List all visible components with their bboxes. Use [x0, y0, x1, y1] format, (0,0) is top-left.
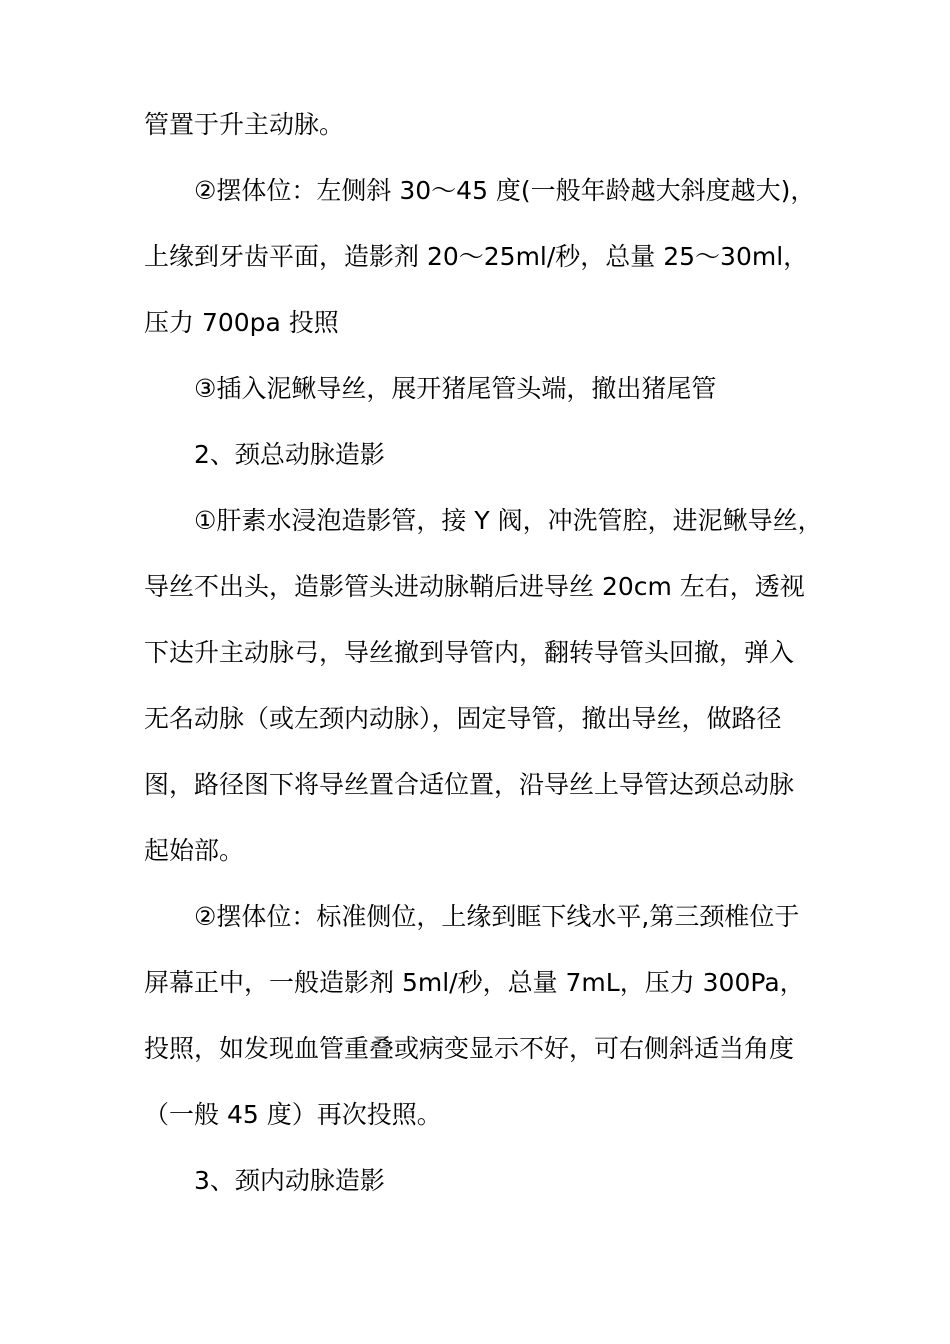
step-1-line-1: ①肝素水浸泡造影管，接 Y 阀，冲洗管腔，进泥鳅导丝，	[194, 506, 823, 535]
step-2-lateral-line-2: 屏幕正中，一般造影剂 5ml/秒，总量 7mL，压力 300Pa，	[144, 968, 805, 997]
step-1-line-4: 无名动脉（或左颈内动脉），固定导管，撤出导丝，做路径	[144, 704, 782, 733]
step-2-positioning-line-3: 压力 700pa 投照	[144, 308, 339, 337]
step-1-line-2: 导丝不出头，造影管头进动脉鞘后进导丝 20cm 左右，透视	[144, 572, 805, 601]
step-2-positioning-line-1: ②摆体位：左侧斜 30～45 度(一般年龄越大斜度越大)，	[194, 176, 816, 205]
text-line-1: 管置于升主动脉。	[144, 110, 345, 139]
step-1-line-3: 下达升主动脉弓，导丝撤到导管内，翻转导管头回撤，弹入	[144, 638, 795, 667]
section-heading-internal-carotid: 3、颈内动脉造影	[194, 1166, 385, 1195]
step-1-line-5: 图，路径图下将导丝置合适位置，沿导丝上导管达颈总动脉	[144, 770, 795, 799]
step-2-lateral-line-4: （一般 45 度）再次投照。	[144, 1100, 442, 1129]
section-heading-common-carotid: 2、颈总动脉造影	[194, 440, 385, 469]
step-2-lateral-line-1: ②摆体位：标准侧位，上缘到眶下线水平,第三颈椎位于	[194, 902, 800, 931]
step-2-lateral-line-3: 投照，如发现血管重叠或病变显示不好，可右侧斜适当角度	[144, 1034, 795, 1063]
step-1-line-6: 起始部。	[144, 836, 245, 865]
step-3-line: ③插入泥鳅导丝，展开猪尾管头端，撤出猪尾管	[194, 374, 717, 403]
step-2-positioning-line-2: 上缘到牙齿平面，造影剂 20～25ml/秒，总量 25～30ml，	[144, 242, 809, 271]
